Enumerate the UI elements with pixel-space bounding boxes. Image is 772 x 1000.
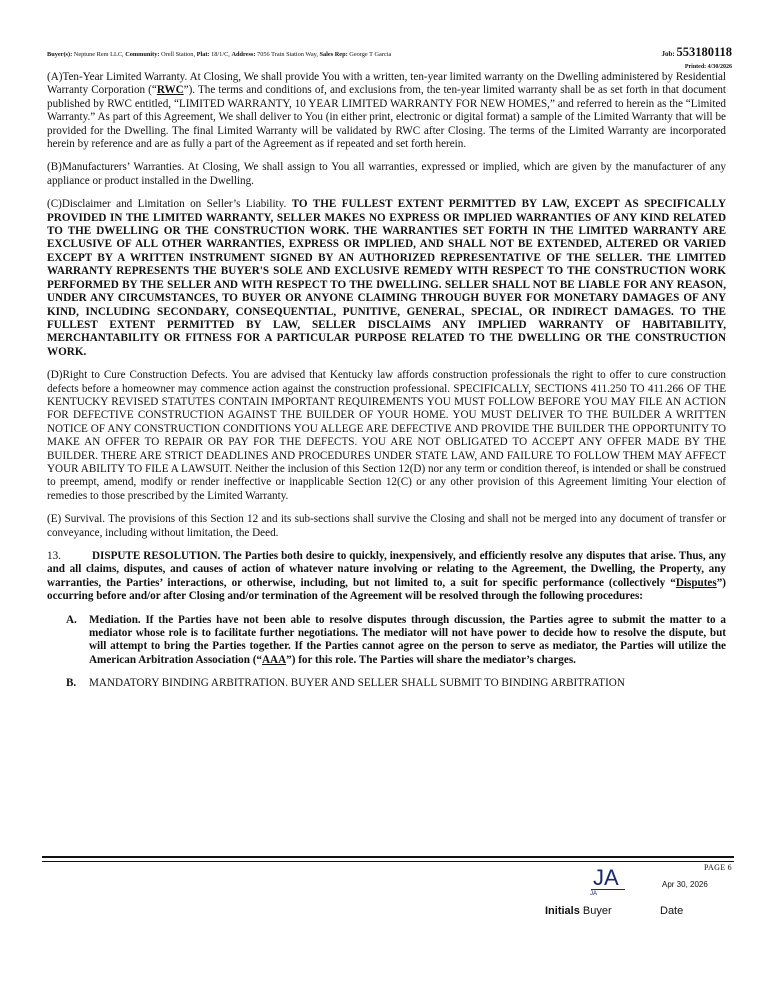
plat-value: 18/1/C (211, 51, 229, 58)
item-arbitration (47, 677, 726, 690)
signature-date: Apr 30, 2026 (662, 880, 708, 889)
section-12c-disclaimer: TO THE FULLEST EXTENT PERMITTED BY LAW, EXCEPT AS SPECIFICALLY PROVIDED IN THE LIMITED WARRANTY, SELLER MAKES NO EXPRESS OR IMPLIED WARRANTIES OF ANY KIND RELATED TO THE DWELLING OR THE CONSTRUCTION WORK. THE WARRANTIES SET FORTH IN THE LIMITED WARRANTY ARE EXCLUSIVE OF ALL OTHER WARRANTIES, EXPRESS OR IMPLIED, AND SHALL NOT BE EXTENDED, ALTERED OR VARIED EXCEPT BY A WRITTEN INSTRUMENT SIGNED BY AN AUTHORIZED REPRESENTATIVE OF THE SELLER. THE LIMITED WARRANTY REPRESENTS THE BUYER'S SOLE AND EXCLUSIVE REMEDY WITH RESPECT TO THE CONSTRUCTION WORK PERFORMED BY THE SELLER AND WITH RESPECT TO THE DWELLING. SELLER SHALL NOT BE LIABLE FOR ANY REASON, UNDER ANY CIRCUMSTANCES, TO BUYER OR ANYONE CLAIMING THROUGH BUYER FOR MONETARY DAMAGES OF ANY KIND, INCLUDING SECONDARY, CONSEQUENTIAL, PUNITIVE, GENERAL, SPECIAL, OR INDIRECT DAMAGES. TO THE FULLEST EXTENT PERMITTED BY LAW, SELLER DISCLAIMS ANY IMPLIED WARRANTY OF HABITABILITY, MERCHANTABILITY OR FITNESS FOR A PARTICULAR PURPOSE RELATED TO THE DWELLING OR THE CONSTRUCTION WORK. (47, 198, 726, 358)
section-12a-text-cont: ”). The terms and conditions of, and exclusions from, the ten-year limited warranty shall be as set forth in that document published by RWC entitled, “LIMITED WARRANTY, 10 YEAR LIMITED WARRANTY FOR NEW HOMES,” and referred to herein as the “Limited Warranty.” As part of this Agreement, We shall deliver to You (in either print, electronic or digital format) a sample of the Limited Warranty that will be provided for the Dwelling. The final Limited Warranty will be validated by RWC after Closing. The terms of the Limited Warranty are incorporated herein by reference and are as fully a part of the Agreement as if repeated and set forth herein. (47, 84, 726, 151)
section-13-text-cont: ”) occurring before and/or after Closing and/or termination of the Agreement will be resolved through the following procedures: (47, 576, 726, 603)
item-mediation (47, 614, 726, 668)
plat-label: Plat: (196, 51, 210, 58)
section-12a-text: (A)Ten-Year Limited Warranty. At Closing, We shall provide You with a written, ten-year limited warranty on the Dwelling administered by Residential Warranty Corporation (“ (47, 71, 726, 97)
community-label: Community: (125, 51, 160, 58)
section-12b: (B)Manufacturers’ Warranties. At Closing, We shall assign to You all warranties, expressed or implied, which are given by the manufacturer of any appliance or product installed in the Dwelling. (47, 161, 726, 187)
sales-rep-label: Sales Rep: (319, 51, 348, 58)
contract-body (47, 71, 726, 701)
printed-date: Printed: 4/30/2026 (684, 64, 732, 70)
item-b-text: MANDATORY BINDING ARBITRATION. BUYER AND SELLER SHALL SUBMIT TO BINDING ARBITRATION (89, 677, 625, 690)
job-label: Job: (661, 50, 675, 58)
section-12c-intro: (C)Disclaimer and Limitation on Seller’s Liability. (47, 198, 292, 211)
initials-underline (591, 889, 625, 890)
document-header: Buyer(s): Neptune Rem LLC, Community: Orell Station, Plat: 18/1/C, Address: 7056 Train Station Way, Sales Rep: George T Garcia (47, 51, 392, 58)
buyer-value: Neptune Rem LLC (73, 51, 123, 58)
initials-signature[interactable]: JA (593, 865, 619, 890)
section-13-number: 13. (47, 550, 61, 562)
section-13-text: DISPUTE RESOLUTION. The Parties both desire to quickly, inexpensively, and efficiently resolve any disputes that arise. Thus, any and all claims, disputes, and causes of action of whatever nature involving or relating to the Agreement, the Dwelling, the Property, any warranties, the Parties’ interactions, or otherwise, including, but not limited to, a suit for specific performance (collectively “ (47, 550, 726, 589)
item-b-label: B. (66, 677, 77, 690)
section-12e: (E) Survival. The provisions of this Section 12 and its sub-sections shall survive the Closing and shall not be merged into any document of transfer or conveyance, including without limitation, the Deed. (47, 513, 726, 539)
date-label: Date (660, 905, 684, 917)
buyer-caption: Buyer (582, 905, 612, 917)
section-13 (47, 550, 726, 604)
section-12a (47, 71, 726, 151)
defined-term-disputes: Disputes (675, 576, 717, 589)
defined-term-rwc: RWC (156, 84, 184, 97)
initials-buyer-label (545, 905, 612, 917)
job-info (661, 45, 732, 60)
sales-rep-value: George T Garcia (349, 51, 392, 58)
item-a-label: A. (66, 613, 77, 626)
section-12d: (D)Right to Cure Construction Defects. You are advised that Kentucky law affords construction professionals the right to offer to cure construction defects before a homeowner may commence action against the construction professional. SPECIFICALLY, SECTIONS 411.250 TO 411.266 OF THE KENTUCKY REVISED STATUTES CONTAIN IMPORTANT REQUIREMENTS YOU MUST FOLLOW BEFORE YOU MAY FILE AN ACTION FOR DEFECTIVE CONSTRUCTION AGAINST THE BUILDER OF YOUR HOME. YOU MUST DELIVER TO THE BUILDER A WRITTEN NOTICE OF ANY CONSTRUCTION CONDITIONS YOU ALLEGE ARE DEFECTIVE AND PROVIDE THE BUILDER THE OPPORTUNITY TO MAKE AN OFFER TO REPAIR OR PAY FOR THE DEFECTS. YOU ARE NOT OBLIGATED TO ACCEPT ANY OFFER MADE BY THE BUILDER. THERE ARE STRICT DEADLINES AND PROCEDURES UNDER STATE LAW, AND FAILURE TO FOLLOW THEM MAY AFFECT YOUR ABILITY TO FILE A LAWSUIT. Neither the inclusion of this Section 12(D) nor any term or condition thereof, is intended or shall be construed to preempt, amend, modify or render ineffective or inapplicable Section 12(C) or any other provision of this Agreement limiting Your election of remedies to those prescribed by the Limited Warranty. (47, 369, 726, 502)
footer-divider-thin (42, 861, 734, 862)
item-a-text: Mediation. If the Parties have not been able to resolve disputes through discussion, the Parties agree to submit the matter to a mediator whose role is to facilitate further negotiations. The mediator will not have power to decide how to resolve the dispute, but will attempt to bring the Parties together. If the Parties cannot agree on the person to serve as mediator, the Parties will utilize the American Arbitration Association (“ (89, 613, 726, 666)
item-a-text-cont: ”) for this role. The Parties will share the mediator’s charges. (286, 653, 576, 666)
address-label: Address: (231, 51, 256, 58)
community-value: Orell Station (161, 51, 194, 58)
buyer-label: Buyer(s): (47, 51, 73, 58)
defined-term-aaa: AAA (261, 653, 287, 666)
section-12c (47, 198, 726, 359)
job-number: 553180118 (676, 45, 732, 59)
initials-label: Initials (545, 905, 580, 917)
footer-divider-thick (42, 856, 734, 858)
address-value: 7056 Train Station Way (257, 51, 317, 58)
page-number: PAGE 6 (704, 863, 732, 872)
initials-subtext: JA (590, 891, 598, 897)
